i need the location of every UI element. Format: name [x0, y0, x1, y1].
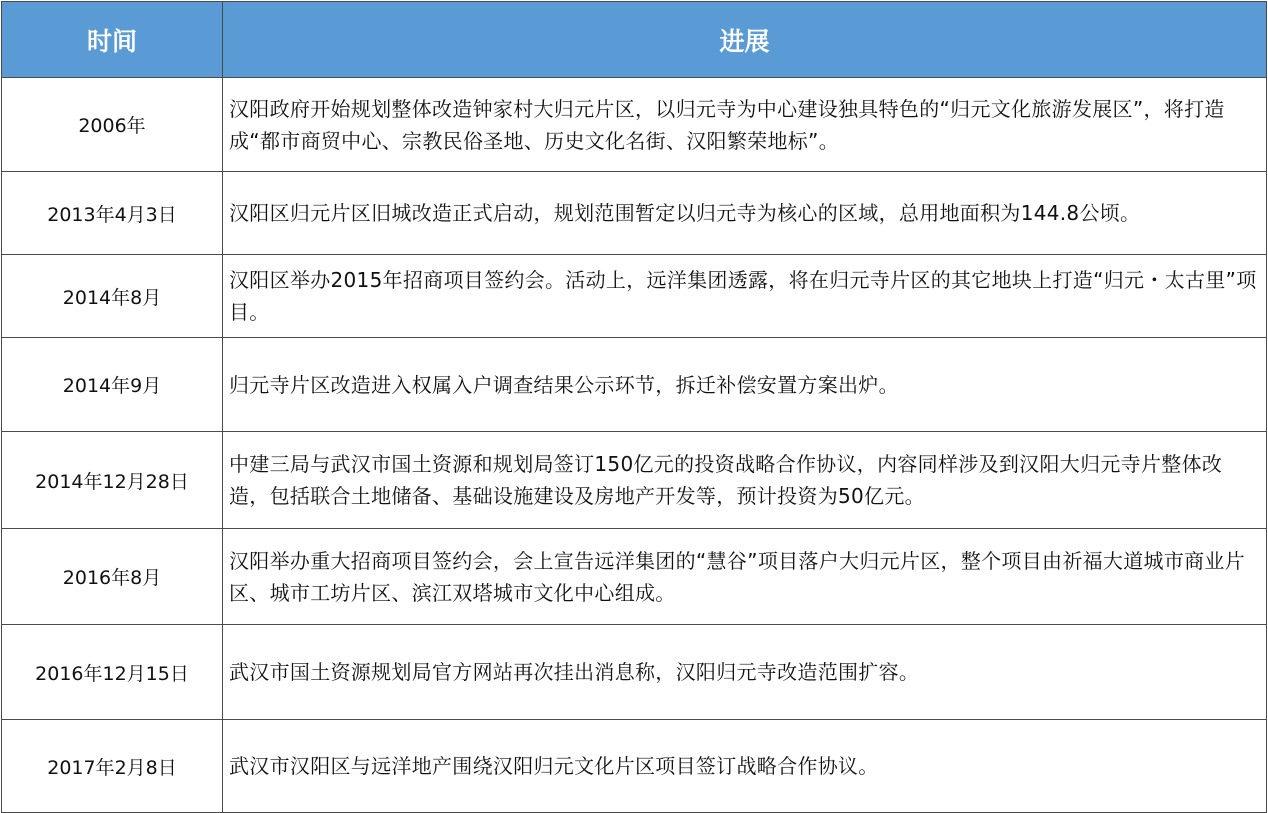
row-progress: 归元寺片区改造进入权属入户调查结果公示环节，拆迁补偿安置方案出炉。 [223, 338, 1267, 432]
row-time: 2017年2月8日 [2, 720, 223, 813]
header-progress: 进展 [223, 2, 1267, 78]
row-progress: 武汉市汉阳区与远洋地产围绕汉阳归元文化片区项目签订战略合作协议。 [223, 720, 1267, 813]
table-body [2, 78, 1267, 813]
table-row [2, 172, 1267, 255]
timeline-table [1, 1, 1267, 813]
table-row [2, 78, 1267, 172]
table-header [2, 2, 1267, 78]
row-time: 2006年 [2, 78, 223, 172]
row-progress: 汉阳区举办2015年招商项目签约会。活动上，远洋集团透露，将在归元寺片区的其它地块上打造“归元・太古里”项目。 [223, 255, 1267, 338]
table-row [2, 255, 1267, 338]
row-time: 2013年4月3日 [2, 172, 223, 255]
header-time: 时间 [2, 2, 223, 78]
row-progress: 汉阳政府开始规划整体改造钟家村大归元片区，以归元寺为中心建设独具特色的“归元文化旅游发展区”，将打造成“都市商贸中心、宗教民俗圣地、历史文化名街、汉阳繁荣地标”。 [223, 78, 1267, 172]
table-row [2, 720, 1267, 813]
row-progress: 中建三局与武汉市国土资源和规划局签订150亿元的投资战略合作协议，内容同样涉及到汉阳大归元寺片整体改造，包括联合土地储备、基础设施建设及房地产开发等，预计投资为50亿元。 [223, 432, 1267, 529]
table-row [2, 432, 1267, 529]
table-row [2, 338, 1267, 432]
row-time: 2014年12月28日 [2, 432, 223, 529]
row-progress: 武汉市国土资源规划局官方网站再次挂出消息称，汉阳归元寺改造范围扩容。 [223, 625, 1267, 720]
row-time: 2014年9月 [2, 338, 223, 432]
row-time: 2016年12月15日 [2, 625, 223, 720]
table-row [2, 529, 1267, 625]
row-progress: 汉阳举办重大招商项目签约会，会上宣告远洋集团的“慧谷”项目落户大归元片区，整个项目由祈福大道城市商业片区、城市工坊片区、滨江双塔城市文化中心组成。 [223, 529, 1267, 625]
row-progress: 汉阳区归元片区旧城改造正式启动，规划范围暂定以归元寺为核心的区域，总用地面积为144.8公顷。 [223, 172, 1267, 255]
row-time: 2016年8月 [2, 529, 223, 625]
row-time: 2014年8月 [2, 255, 223, 338]
header-row [2, 2, 1267, 78]
table-row [2, 625, 1267, 720]
